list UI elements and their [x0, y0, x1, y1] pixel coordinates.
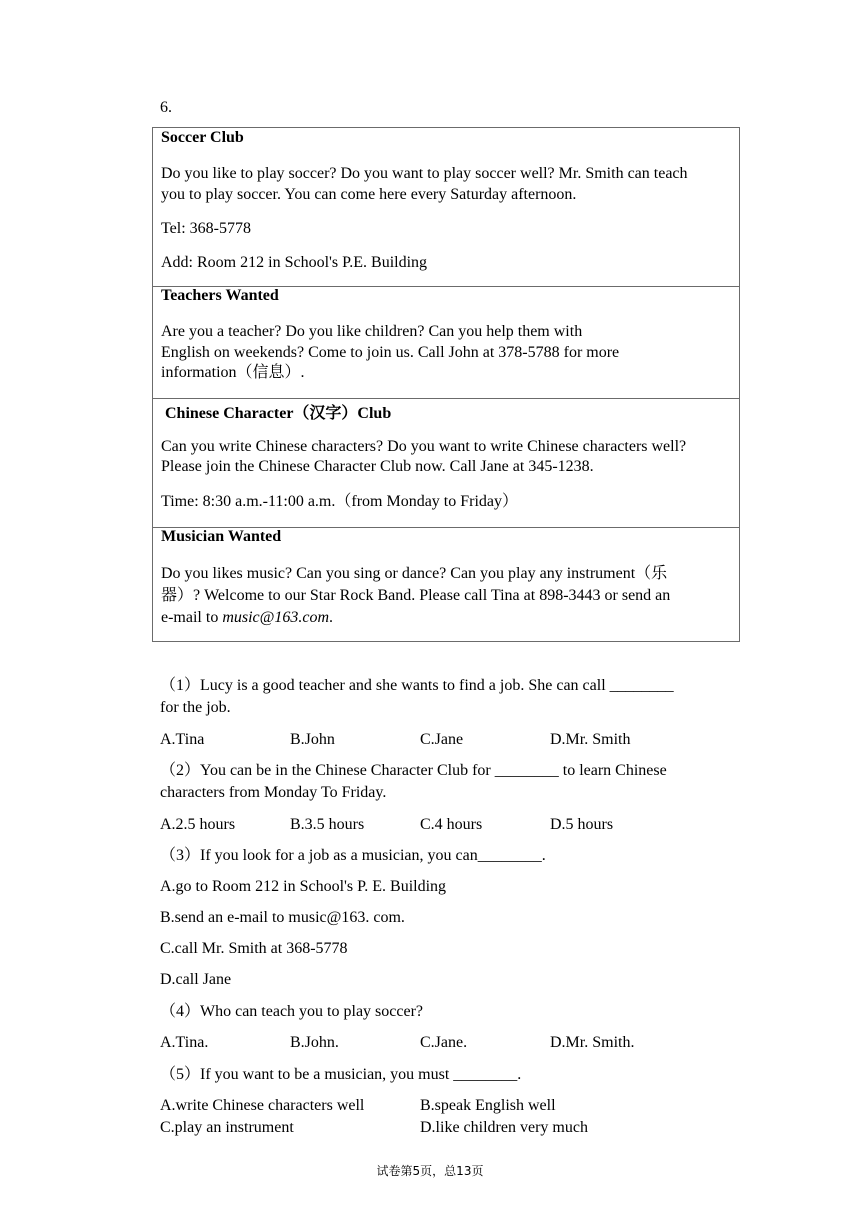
question-number: 6. [160, 99, 172, 116]
ad-text-line: Do you like to play soccer? Do you want to play soccer well? Mr. Smith can teach [161, 165, 688, 182]
question-stem: （1）Lucy is a good teacher and she wants to find a job. She can call ________ [160, 677, 674, 694]
question-stem: characters from Monday To Friday. [160, 784, 387, 801]
option-c: C.call Mr. Smith at 368-5778 [160, 940, 348, 957]
question-stem: （2）You can be in the Chinese Character Club for ________ to learn Chinese [160, 762, 667, 779]
option-c: C.play an instrument [160, 1119, 294, 1136]
option-a: A.Tina [160, 731, 205, 748]
ad-text-line: Do you likes music? Can you sing or dance? Can you play any instrument（乐 [161, 565, 668, 582]
option-b: B.3.5 hours [290, 816, 365, 833]
option-a: A.2.5 hours [160, 816, 236, 833]
ad-title: Soccer Club [161, 129, 244, 146]
option-a: A.Tina. [160, 1034, 209, 1051]
page-footer: 试卷第5页，总13页 [376, 1164, 484, 1178]
option-d: D.Mr. Smith. [550, 1034, 635, 1051]
ad-text-line: Can you write Chinese characters? Do you want to write Chinese characters well? [161, 438, 687, 455]
ad-text-line: you to play soccer. You can come here every Saturday afternoon. [161, 186, 577, 203]
option-a: A.write Chinese characters well [160, 1097, 365, 1114]
ad-text-line: information（信息）. [161, 364, 305, 381]
option-b: B.send an e-mail to music@163. com. [160, 909, 405, 926]
option-c: C.4 hours [420, 816, 483, 833]
email-address: music@163.com [222, 609, 330, 626]
ad-text-line: 器）? Welcome to our Star Rock Band. Please call Tina at 898-3443 or send an [161, 587, 671, 604]
question-stem: （4）Who can teach you to play soccer? [160, 1003, 424, 1020]
option-d: D.Mr. Smith [550, 731, 631, 748]
ad-musician-wanted [153, 528, 739, 641]
option-c: C.Jane. [420, 1034, 468, 1051]
ads-table [152, 127, 740, 642]
ad-text-line: Add: Room 212 in School's P.E. Building [161, 254, 428, 271]
option-a: A.go to Room 212 in School's P. E. Building [160, 878, 447, 895]
option-d: D.like children very much [420, 1119, 588, 1136]
question-stem: （3）If you look for a job as a musician, you can________. [160, 847, 546, 864]
ad-text-line: Time: 8:30 a.m.-11:00 a.m.（from Monday to Friday） [161, 493, 519, 510]
ad-chinese-character-club [153, 399, 739, 528]
option-d: D.5 hours [550, 816, 614, 833]
ad-text: . [329, 609, 334, 626]
option-d: D.call Jane [160, 971, 232, 988]
ad-soccer-club [153, 128, 739, 287]
ad-text: e-mail to [161, 609, 223, 626]
option-b: B.John. [290, 1034, 339, 1051]
question-stem: for the job. [160, 699, 231, 716]
ad-text-line: English on weekends? Come to join us. Call John at 378-5788 for more [161, 344, 620, 361]
ad-text-line-email [161, 607, 333, 628]
ad-teachers-wanted [153, 287, 739, 399]
question-stem: （5）If you want to be a musician, you must ________. [160, 1066, 522, 1083]
ad-text-line: Are you a teacher? Do you like children? Can you help them with [161, 323, 583, 340]
ad-text-line: Please join the Chinese Character Club now. Call Jane at 345-1238. [161, 458, 594, 475]
ad-title: Chinese Character（汉字）Club [165, 405, 392, 422]
ad-text-line: Tel: 368-5778 [161, 220, 251, 237]
option-b: B.speak English well [420, 1097, 556, 1114]
ad-title: Musician Wanted [161, 528, 282, 545]
option-c: C.Jane [420, 731, 464, 748]
option-b: B.John [290, 731, 335, 748]
ad-title: Teachers Wanted [161, 287, 279, 304]
